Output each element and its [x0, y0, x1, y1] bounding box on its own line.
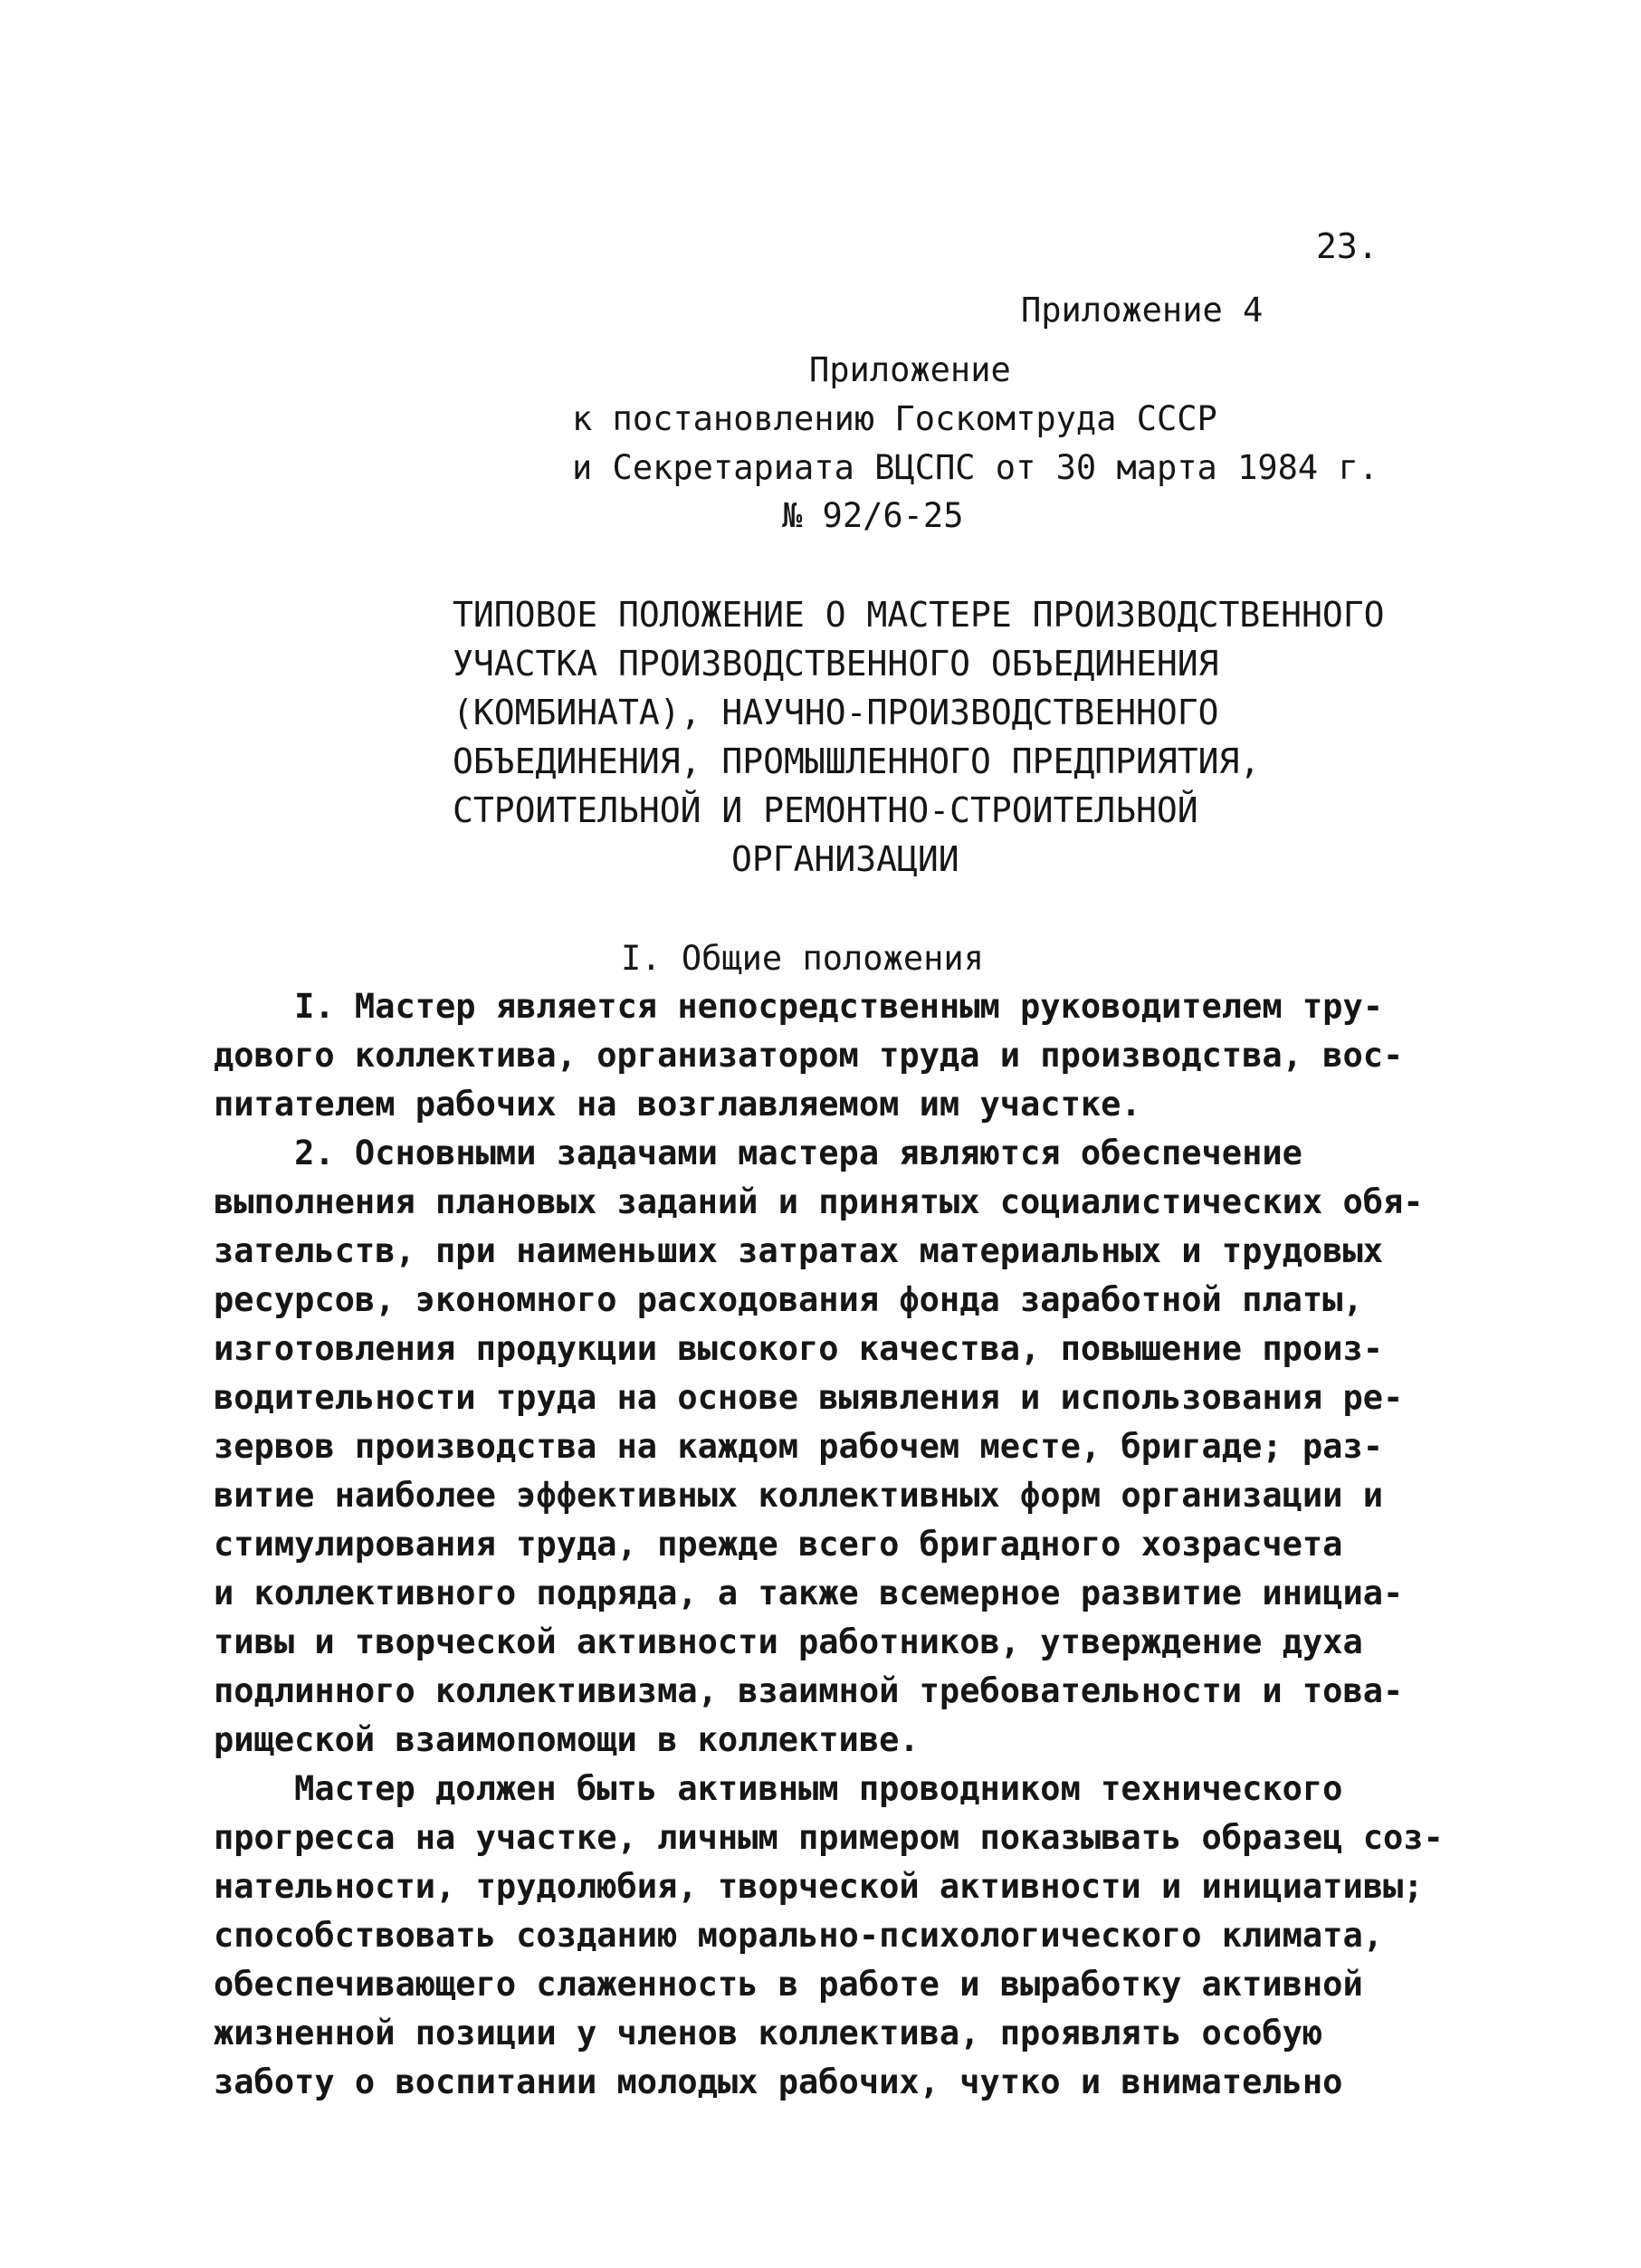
- body-line: витие наиболее эффективных коллективных форм организации и: [214, 1476, 1384, 1515]
- document-title-line: ОБЪЕДИНЕНИЯ, ПРОМЫШЛЕННОГО ПРЕДПРИЯТИЯ,: [453, 742, 1261, 781]
- document-title-line: ТИПОВОЕ ПОЛОЖЕНИЕ О МАСТЕРЕ ПРОИЗВОДСТВЕННОГО: [453, 595, 1385, 635]
- body-line: подлинного коллективизма, взаимной требовательности и това-: [214, 1671, 1404, 1710]
- body-line: и коллективного подряда, а также всемерное развитие инициа-: [214, 1574, 1404, 1612]
- body-line: прогресса на участке, личным примером показывать образец соз-: [214, 1818, 1444, 1857]
- body-line: обеспечивающего слаженность в работе и выработку активной: [214, 1965, 1363, 2004]
- body-line: заботу о воспитании молодых рабочих, чутко и внимательно: [214, 2062, 1343, 2101]
- body-line: зервов производства на каждом рабочем месте, бригаде; раз-: [214, 1427, 1384, 1466]
- body-line: питателем рабочих на возглавляемом им участке.: [214, 1085, 1141, 1124]
- appendix-label: Приложение 4: [1021, 291, 1264, 330]
- decree-line: и Секретариата ВЦСПС от 30 марта 1984 г.: [572, 448, 1379, 487]
- document-title-line: (КОМБИНАТА), НАУЧНО-ПРОИЗВОДСТВЕННОГО: [453, 693, 1219, 732]
- decree-title: Приложение: [809, 350, 1011, 389]
- body-line: I. Мастер является непосредственным руководителем тру-: [214, 987, 1384, 1026]
- body-line: водительности труда на основе выявления и использования ре-: [214, 1378, 1404, 1417]
- decree-line: № 92/6-25: [782, 496, 964, 535]
- body-line: 2. Основными задачами мастера являются обеспечение: [214, 1134, 1302, 1172]
- body-line: изготовления продукции высокого качества, повышение произ-: [214, 1329, 1384, 1368]
- body-line: стимулирования труда, прежде всего бригадного хозрасчета: [214, 1525, 1343, 1564]
- body-line: способствовать созданию морально-психологического климата,: [214, 1916, 1384, 1955]
- document-title-line: СТРОИТЕЛЬНОЙ И РЕМОНТНО-СТРОИТЕЛЬНОЙ: [453, 790, 1198, 830]
- body-line: нательности, трудолюбия, творческой активности и инициативы;: [214, 1867, 1424, 1906]
- body-line: Мастер должен быть активным проводником технического: [214, 1769, 1343, 1808]
- body-line: тивы и творческой активности работников, утверждение духа: [214, 1622, 1363, 1661]
- decree-line: к постановлению Госкомтруда СССР: [572, 399, 1217, 438]
- document-title-line: УЧАСТКА ПРОИЗВОДСТВЕННОГО ОБЪЕДИНЕНИЯ: [453, 644, 1219, 684]
- body-line: жизненной позиции у членов коллектива, проявлять особую: [214, 2014, 1323, 2053]
- body-line: дового коллектива, организатором труда и производства, вос-: [214, 1036, 1404, 1075]
- document-title-line: ОРГАНИЗАЦИИ: [731, 839, 959, 879]
- body-line: рищеской взаимопомощи в коллективе.: [214, 1720, 920, 1759]
- body-line: зательств, при наименьших затратах материальных и трудовых: [214, 1231, 1384, 1270]
- body-line: ресурсов, экономного расходования фонда заработной платы,: [214, 1280, 1363, 1319]
- body-line: выполнения плановых заданий и принятых социалистических обя-: [214, 1182, 1424, 1221]
- page-number: 23.: [1316, 226, 1379, 266]
- section-heading: I. Общие положения: [621, 939, 984, 978]
